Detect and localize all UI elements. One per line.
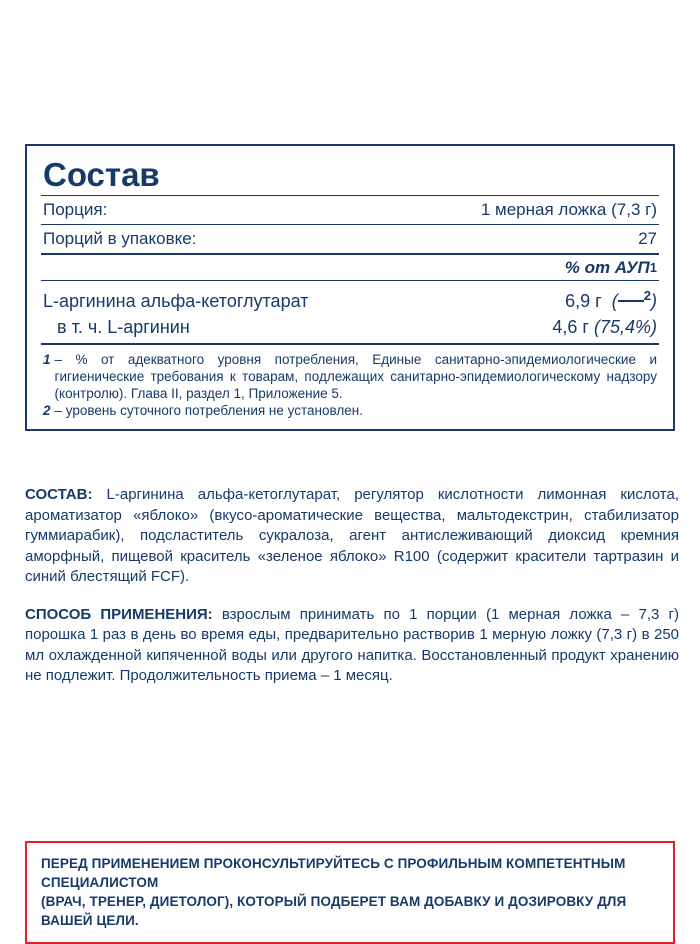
composition-text: L-аргинина альфа-кетоглутарат, регулятор кислотности лимонная кислота, ароматизатор «яблоко» (вкусо-ароматические вещества, мальтодекстрин, стабилизатор гуммиарабик), подсластитель сукралоза, агент антислеживающий диоксид кремния аморфный, пищевой краситель «зеленое яблоко» R100 (содержит красители тартразин и синий блестящий FCF).	[25, 486, 679, 585]
ingredient-amount-value: 6,9 г	[565, 291, 602, 311]
ingredient-amount	[507, 314, 657, 340]
usage-label: СПОСОБ ПРИМЕНЕНИЯ:	[25, 605, 213, 623]
usage-text: взрослым принимать по 1 порции (1 мерная ложка – 7,3 г) порошка 1 раз в день во время еды, предварительно растворив 1 мерную ложку (7,3 г) в 250 мл охлажденной кипяченной воды или другого напитка. Восстановленный продукт хранению не подлежит. Продолжительность приема – 1 месяц.	[25, 605, 679, 684]
composition-paragraph	[25, 485, 679, 588]
warning-line-2: (ВРАЧ, ТРЕНЕР, ДИЕТОЛОГ), КОТОРЫЙ ПОДБЕРЕТ ВАМ ДОБАВКУ И ДОЗИРОВКУ ДЛЯ ВАШЕЙ ЦЕЛИ.	[41, 894, 627, 928]
ingredient-name: L-аргинина альфа-кетоглутарат	[43, 291, 309, 311]
daily-value-header-label: % от АУП	[564, 258, 650, 277]
footnote-item	[43, 402, 657, 419]
ingredient-name: в т. ч. L-аргинин	[57, 317, 190, 337]
servings-per-container-value: 27	[638, 229, 657, 248]
warning-line-1: ПЕРЕД ПРИМЕНЕНИЕМ ПРОКОНСУЛЬТИРУЙТЕСЬ С ПРОФИЛЬНЫМ КОМПЕТЕНТНЫМ СПЕЦИАЛИСТОМ	[41, 856, 626, 890]
ingredient-percent: ( $^2$)	[606, 288, 657, 311]
ingredient-amount-value: 4,6 г	[552, 317, 589, 337]
ingredient-amount	[507, 283, 657, 314]
usage-paragraph	[25, 605, 679, 687]
servings-per-container-row	[41, 225, 659, 253]
ingredient-footnote-marker: 2	[643, 288, 651, 303]
footnotes	[41, 345, 659, 421]
ingredient-percent: (75,4%)	[593, 317, 657, 337]
footnote-text: – уровень суточного потребления не установлен.	[54, 403, 363, 418]
serving-size-label: Порция:	[43, 200, 108, 219]
composition-label: СОСТАВ:	[25, 486, 93, 503]
supplement-facts-panel	[25, 144, 675, 431]
footnote-number: 2	[43, 403, 51, 418]
dash-icon	[618, 300, 644, 302]
servings-per-container-label: Порций в упаковке:	[43, 229, 197, 248]
footnote-text: – % от адекватного уровня потребления, Единые санитарно-эпидемиологические и гигиенические требования к товарам, подлежащих санитарно-эпидемиологическому надзору (контролю). Глава II, раздел 1, Приложение 5.	[54, 352, 657, 401]
daily-value-header-row	[41, 255, 659, 280]
serving-size-row	[41, 196, 659, 224]
footnote-number: 1	[43, 352, 51, 367]
ingredient-list	[41, 281, 659, 343]
label-body-text	[25, 485, 679, 687]
daily-value-header-footnote-marker: 1	[649, 260, 657, 275]
panel-title: Состав	[43, 156, 160, 193]
ingredient-row	[43, 314, 657, 340]
serving-size-value: 1 мерная ложка (7,3 г)	[480, 200, 657, 219]
warning-box	[25, 841, 675, 944]
ingredient-row	[43, 283, 657, 314]
footnote-item	[43, 351, 657, 402]
